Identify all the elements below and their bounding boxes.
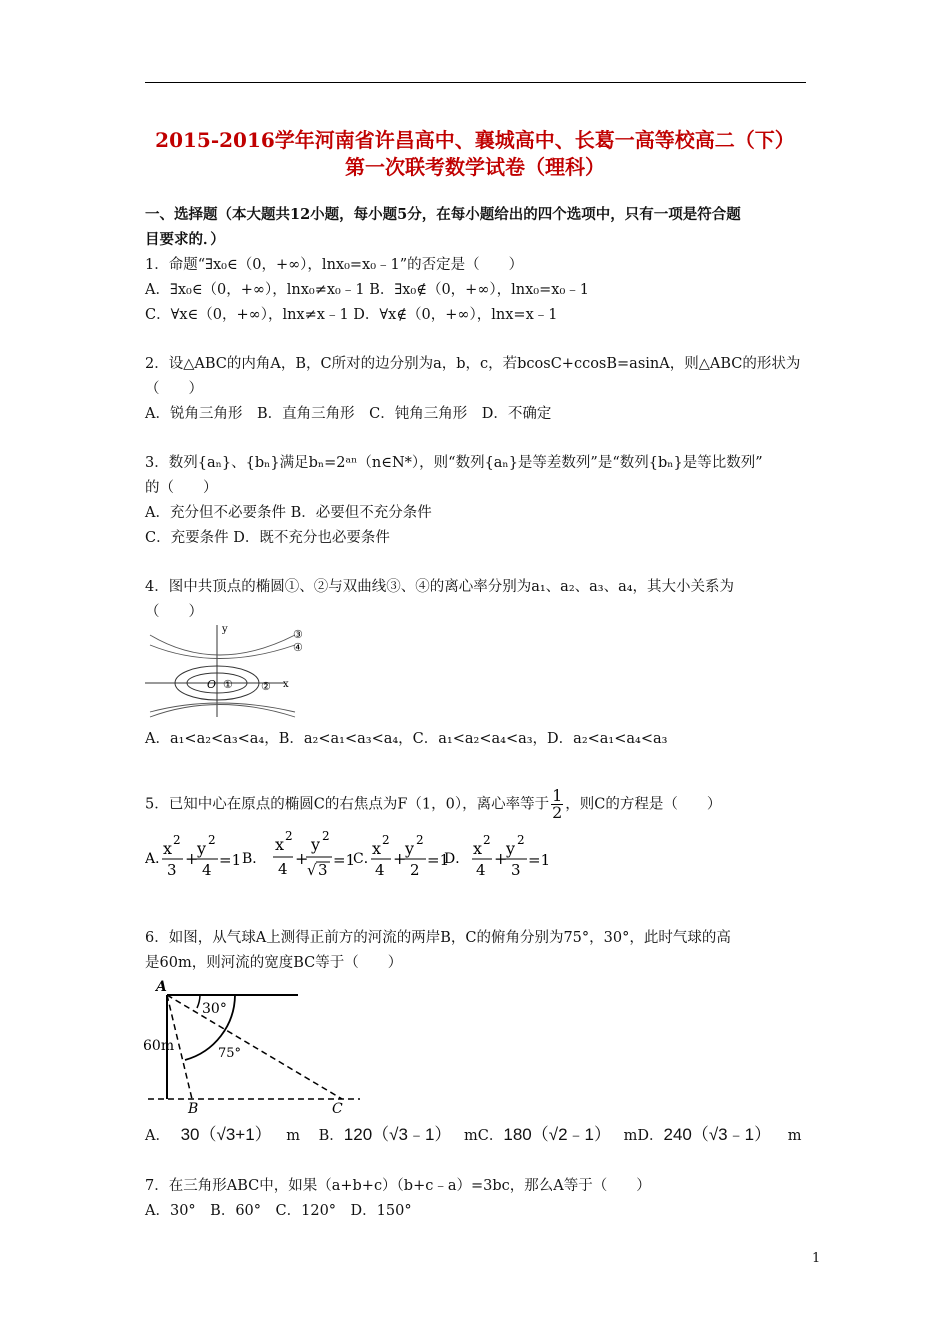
- q5-a-x: x: [163, 839, 173, 858]
- q4-conic-figure: [145, 620, 305, 720]
- q6-height-label: 60m: [143, 1038, 175, 1054]
- q5-d-y: y: [506, 839, 516, 858]
- q6-opt-b-expr: 120（√3﹣1）: [343, 1125, 452, 1144]
- q6-angle-75: 75°: [218, 1046, 242, 1061]
- q5-c-y: y: [405, 839, 415, 858]
- svg-text:√: √: [307, 861, 317, 879]
- q5-c-x: x: [372, 839, 382, 858]
- svg-text:+: +: [185, 849, 199, 868]
- q5-opt-d-label: D．: [444, 851, 470, 867]
- q5-b-xden: 4: [278, 860, 288, 878]
- q7-stem: 7．在三角形ABC中，如果（a+b+c）（b+c﹣a）=3bc，那么A等于（ ）: [145, 1178, 651, 1194]
- q1-options-ab: A．∃x₀∈（0，+∞），lnx₀≠x₀﹣1 B．∃x₀∉（0，+∞），lnx₀=x₀﹣1: [145, 282, 589, 298]
- q6-balloon-figure: [140, 975, 370, 1115]
- q6-angle-30: 30°: [202, 1001, 227, 1017]
- page-title-line1: 2015-2016学年河南省许昌高中、襄城高中、长葛一高等校高二（下）: [155, 128, 795, 152]
- q5-c-xden: 4: [375, 861, 385, 879]
- q5-b-y: y: [311, 835, 321, 854]
- q5-frac-den: 2: [552, 803, 563, 822]
- q5-opt-a-label: A．: [145, 851, 170, 867]
- q1-stem: 1．命题“∃x₀∈（0，+∞），lnx₀=x₀﹣1”的否定是（ ）: [145, 257, 524, 273]
- q6-opt-c-expr: 180（√2﹣1）: [503, 1125, 611, 1144]
- q6-opt-a-expr: 30（√3+1）: [180, 1125, 272, 1144]
- q5-a-yexp: 2: [208, 833, 216, 847]
- q5-stem-before: 5．已知中心在原点的椭圆C的右焦点为F（1，0），离心率等于: [145, 796, 550, 813]
- q5-d-xexp: 2: [483, 833, 491, 847]
- q5-d-rhs: =1: [528, 851, 551, 869]
- q4-options: A．a₁<a₂<a₃<a₄，B．a₂<a₁<a₃<a₄，C．a₁<a₂<a₄<a₃，D．a₂<a₁<a₄<a₃: [145, 731, 668, 747]
- svg-text:+: +: [393, 849, 407, 868]
- q5-a-rhs: =1: [219, 851, 242, 869]
- q6-stem: 6．如图，从气球A上测得正前方的河流的两岸B，C的俯角分别为75°，30°，此时气球的高: [145, 930, 731, 946]
- q3-stem-paren: 的（ ）: [145, 480, 218, 496]
- q7-options: A．30° B．60° C．120° D．150°: [145, 1203, 412, 1219]
- q4-stem: 4．图中共顶点的椭圆①、②与双曲线③、④的离心率分别为a₁、a₂、a₃、a₄，其大小关系为: [145, 579, 735, 595]
- q6-opt-b-label: B．: [318, 1128, 344, 1144]
- svg-text:+: +: [295, 849, 309, 868]
- hyperbola-4-upper: [150, 645, 295, 659]
- origin-label: O: [207, 678, 217, 691]
- q5-options: [145, 830, 565, 885]
- q6-opt-d-unit: m: [787, 1128, 802, 1144]
- q6-opt-d-expr: 240（√3﹣1）: [663, 1125, 772, 1144]
- q6-opt-b-unit: m: [464, 1128, 478, 1144]
- q2-options: A．锐角三角形 B．直角三角形 C．钝角三角形 D．不确定: [145, 406, 552, 422]
- q6-opt-c-label: C．: [477, 1128, 504, 1144]
- q6-stem-line2: 是60m，则河流的宽度BC等于（ ）: [145, 955, 403, 971]
- q5-opt-b-label: B．: [242, 851, 267, 867]
- label-ellipse-1: ①: [223, 678, 233, 691]
- q5-a-xden: 3: [167, 861, 177, 879]
- q6-opt-a-label: A．: [145, 1128, 170, 1144]
- q5-d-xden: 4: [476, 861, 486, 879]
- axis-y-label: y: [222, 624, 228, 635]
- q5-stem-after: ，则C的方程是（ ）: [565, 796, 722, 813]
- q6-opt-c-unit: m: [623, 1128, 638, 1144]
- q4-stem-paren: （ ）: [145, 604, 203, 620]
- q5-b-yexp: 2: [322, 830, 330, 843]
- page-title-line2: 第一次联考数学试卷（理科）: [345, 155, 605, 179]
- q3-stem: 3．数列{aₙ}、{bₙ}满足bₙ=2ᵃⁿ（n∈N*），则“数列{aₙ}是等差数列”是“数列{bₙ}是等比数列”: [145, 455, 763, 471]
- q5-c-yden: 2: [410, 861, 420, 879]
- q5-c-yexp: 2: [416, 833, 424, 847]
- q3-options-ab: A．充分但不必要条件 B．必要但不充分条件: [145, 505, 432, 521]
- q5-a-y: y: [197, 839, 207, 858]
- section-heading-line2: 目要求的．）: [145, 231, 225, 248]
- q5-b-x: x: [275, 835, 285, 854]
- q2-stem: 2．设△ABC的内角A，B，C所对的边分别为a，b，c，若bcosC+ccosB=asinA，则△ABC的形状为: [145, 356, 801, 372]
- q6-point-b: B: [188, 1101, 199, 1115]
- q5-d-x: x: [473, 839, 483, 858]
- q5-d-yden: 3: [511, 861, 521, 879]
- page-number: 1: [812, 1251, 821, 1266]
- q5-frac-num: 1: [552, 786, 563, 805]
- q5-a-yden: 4: [202, 861, 212, 879]
- q5-d-yexp: 2: [517, 833, 525, 847]
- q6-options: [145, 1120, 801, 1145]
- q6-point-c: C: [332, 1101, 343, 1115]
- section-heading-line1: 一、选择题（本大题共12小题，每小题5分，在每小题给出的四个选项中，只有一项是符合题: [145, 206, 741, 223]
- q5-a-xexp: 2: [173, 833, 181, 847]
- axis-x-label: x: [283, 679, 289, 690]
- q5-c-xexp: 2: [382, 833, 390, 847]
- label-ellipse-2: ②: [261, 680, 271, 693]
- q5-b-xexp: 2: [285, 830, 293, 843]
- q5-opt-c-label: C．: [353, 851, 378, 867]
- q6-opt-a-unit: m: [286, 1128, 301, 1144]
- q5-fraction: [551, 788, 563, 821]
- q5-c-rhs: =1: [427, 851, 450, 869]
- q5-b-yden: 3: [318, 861, 328, 879]
- label-hyperbola-3: ③: [293, 628, 303, 641]
- hyperbola-3-lower: [150, 705, 295, 718]
- q1-options-cd: C．∀x∈（0，+∞），lnx≠x﹣1 D．∀x∉（0，+∞），lnx=x﹣1: [145, 307, 558, 323]
- q6-opt-d-label: D．: [637, 1128, 664, 1144]
- label-hyperbola-4: ④: [293, 641, 303, 654]
- q6-point-a: A: [156, 979, 167, 995]
- q2-stem-paren: （ ）: [145, 381, 203, 397]
- q5-stem: [145, 788, 721, 821]
- header-rule: [145, 82, 806, 83]
- q3-options-cd: C．充要条件 D．既不充分也必要条件: [145, 530, 390, 546]
- q5-b-rhs: =1: [333, 851, 356, 869]
- svg-text:+: +: [494, 849, 508, 868]
